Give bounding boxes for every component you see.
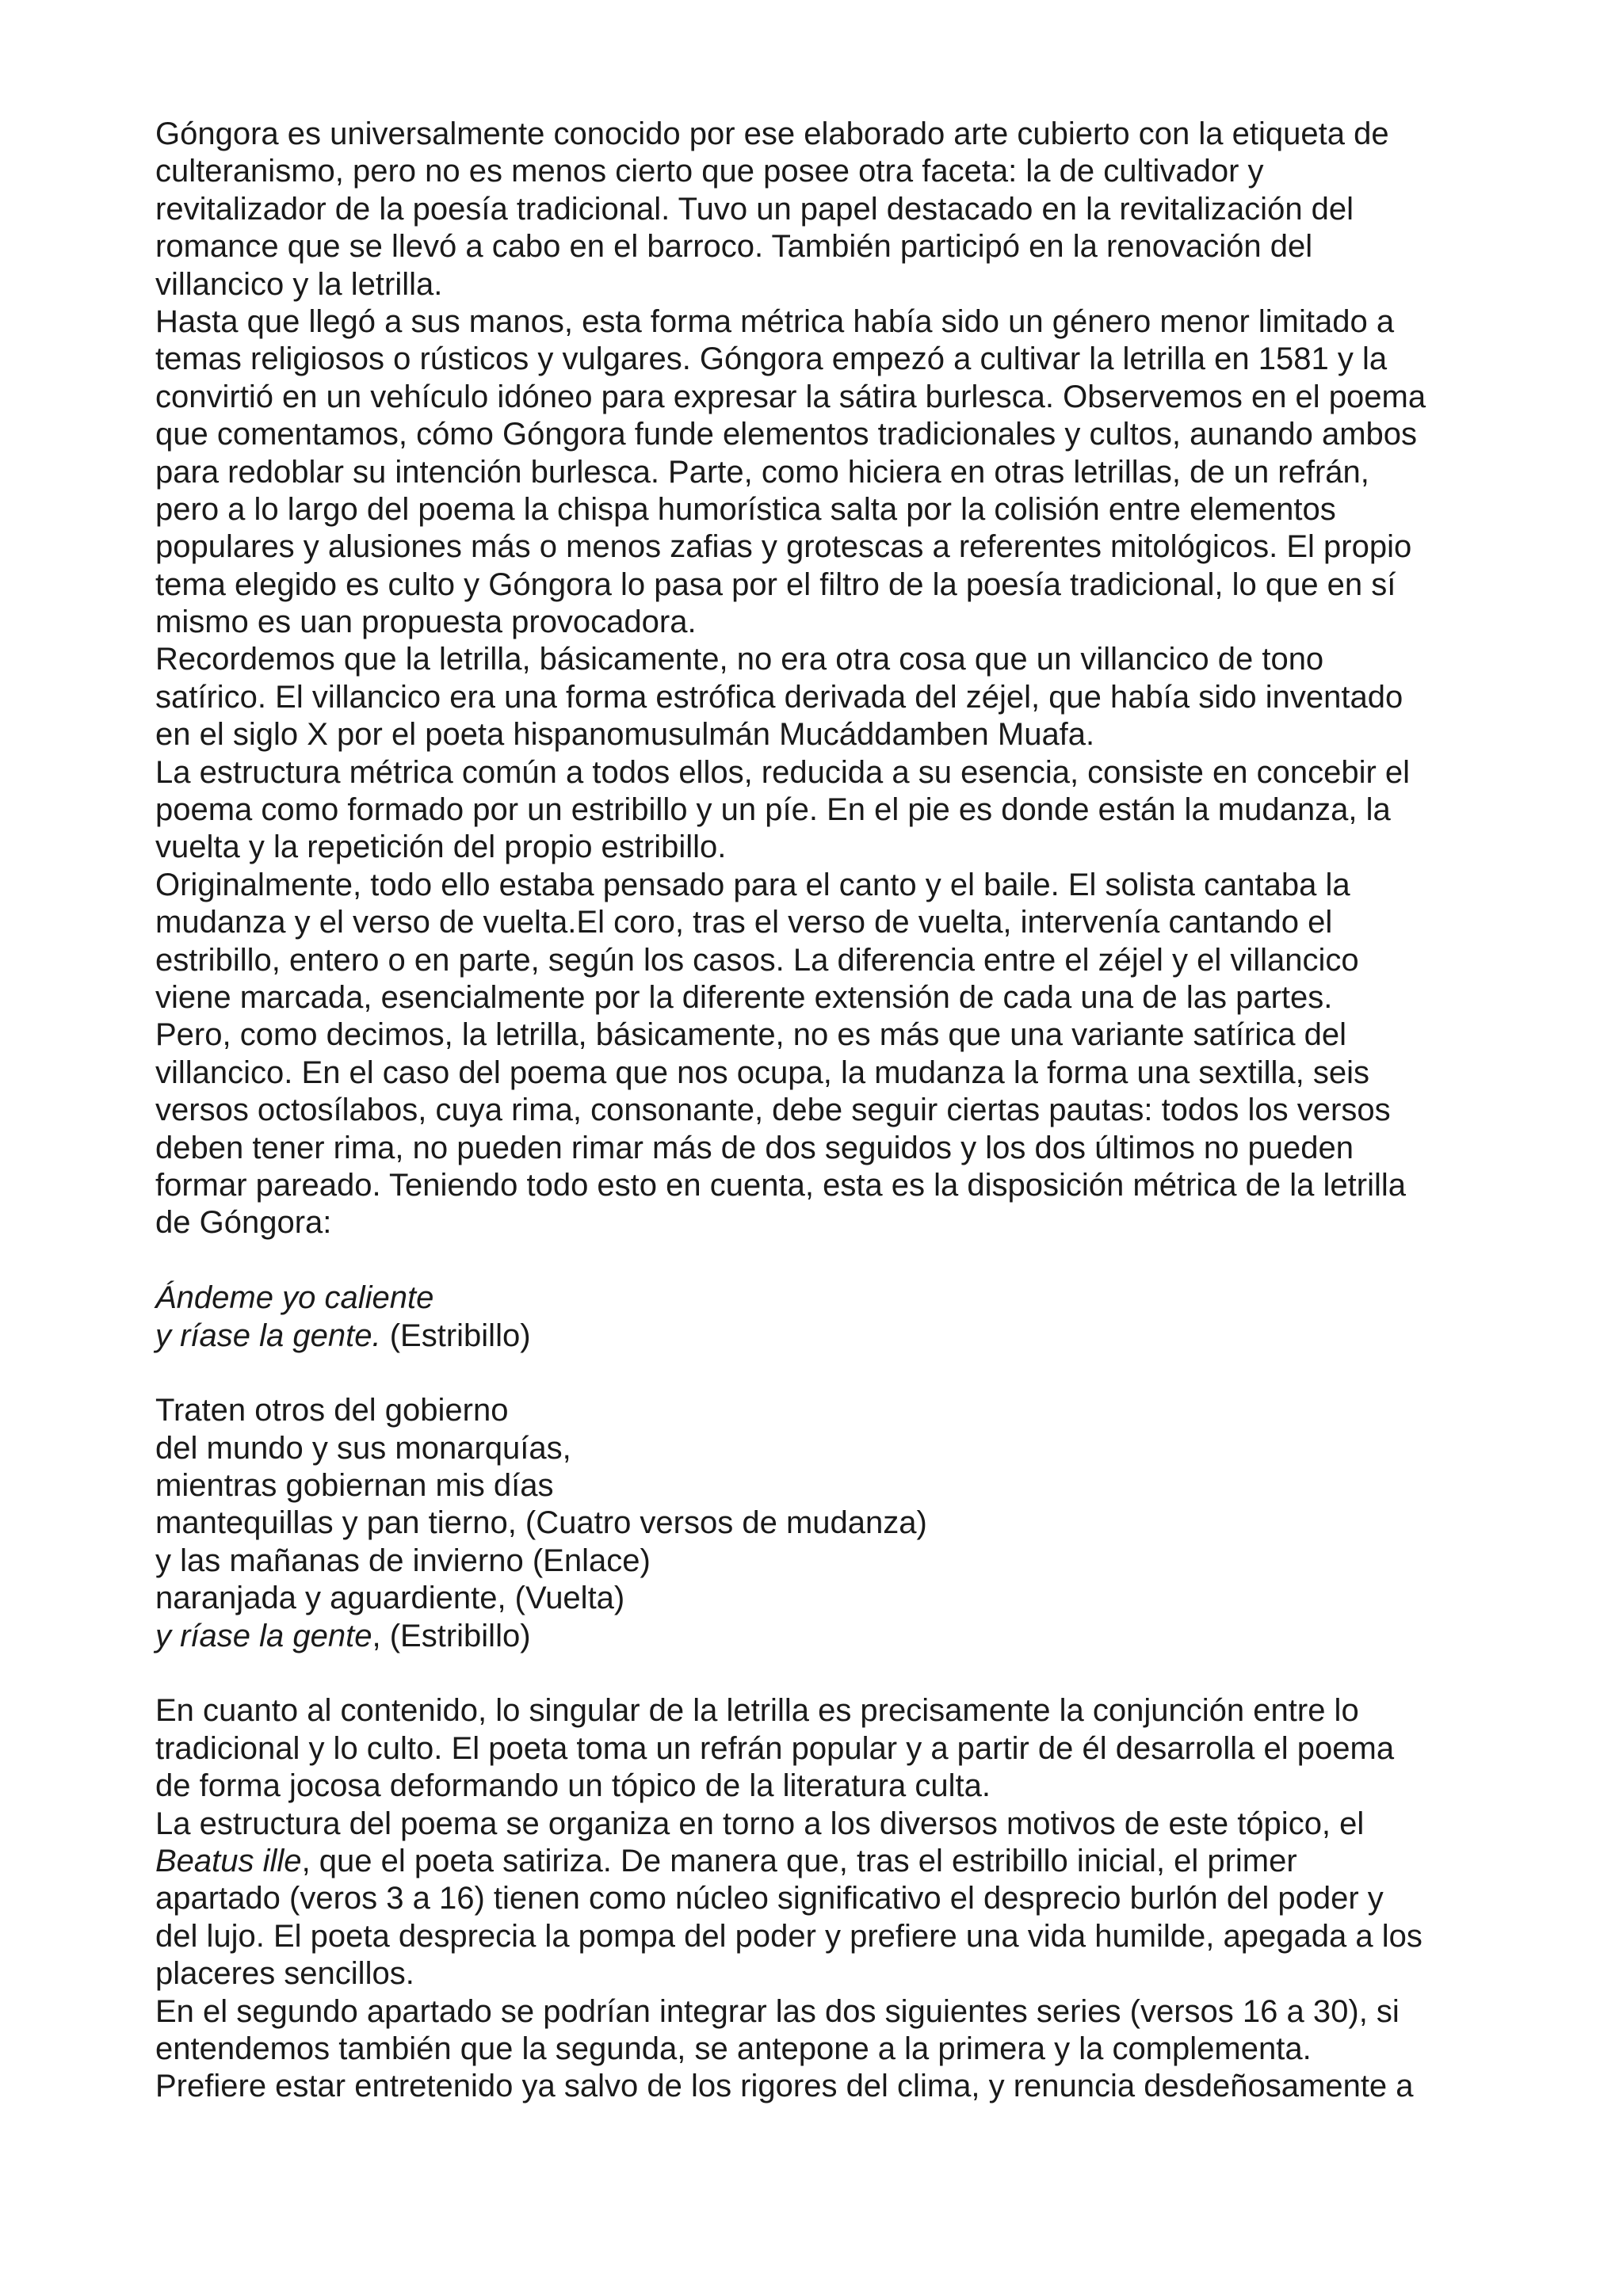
text-line-beatus [155,1843,1503,1880]
blank-line [155,1355,1503,1392]
poem-verse: Traten otros del gobierno [155,1393,509,1428]
poem-block [155,1392,1503,1655]
text-line: mudanza y el verso de vuelta.El coro, tras el verso de vuelta, intervenía cantando el [155,905,1333,940]
text-line: La estructura del poema se organiza en torno a los diversos motivos de este tópico, el [155,1806,1365,1841]
text-line: villancico y la letrilla. [155,266,443,302]
text-line: entendemos también que la segunda, se antepone a la primera y la complementa. [155,2031,1312,2066]
text-line: poema como formado por un estribillo y un píe. En el pie es donde están la mudanza, la [155,792,1391,828]
text-line: Originalmente, todo ello estaba pensado para el canto y el baile. El solista cantaba la [155,867,1350,902]
poem-verse: del mundo y sus monarquías, [155,1430,571,1466]
text-line: para redoblar su intención burlesca. Parte, como hiciera en otras letrillas, de un refrán, [155,454,1369,490]
text-line: culteranismo, pero no es menos cierto que posee otra faceta: la de cultivador y [155,154,1264,189]
text-line: de Góngora: [155,1205,332,1241]
text-line: Recordemos que la letrilla, básicamente, no era otra cosa que un villancico de tono [155,642,1324,677]
text-line: del lujo. El poeta desprecia la pompa del poder y prefiere una vida humilde, apegada a los [155,1918,1423,1954]
text-line: convirtió en un vehículo idóneo para expresar la sátira burlesca. Observemos en el poema [155,379,1426,414]
text-line: viene marcada, esencialmente por la diferente extensión de cada una de las partes. [155,979,1333,1015]
text-line: En el segundo apartado se podrían integrar las dos siguientes series (versos 16 a 30), si [155,1993,1400,2029]
text-line: revitalizador de la poesía tradicional. Tuvo un papel destacado en la revitalización del [155,191,1354,227]
poem-verse-annotated [155,1618,1503,1655]
text-line: satírico. El villancico era una forma estrófica derivada del zéjel, que había sido inventado [155,679,1403,715]
text-line: mismo es uan propuesta provocadora. [155,605,697,640]
text-line: romance que se llevó a cabo en el barroco. También participó en la renovación del [155,229,1313,265]
text-line: placeres sencillos. [155,1956,414,1992]
estribillo-verse-annotated [155,1318,1503,1355]
text-line: apartado (veros 3 a 16) tienen como núcleo significativo el desprecio burlón del poder y [155,1881,1384,1917]
blank-line [155,1655,1503,1692]
verse-text: y ríase la gente. [155,1318,381,1353]
text-line: villancico. En el caso del poema que nos ocupa, la mudanza la forma una sextilla, seis [155,1055,1369,1090]
estribillo-block [155,1280,1503,1355]
poem-verse: mantequillas y pan tierno, (Cuatro versos de mudanza) [155,1505,927,1541]
text-line: pero a lo largo del poema la chispa humorística salta por la colisión entre elementos [155,491,1336,527]
estribillo-verse: Ándeme yo caliente [155,1280,434,1316]
poem-verse: mientras gobiernan mis días [155,1468,554,1504]
verse-text: y ríase la gente [155,1618,372,1653]
text-line: temas religiosos o rústicos y vulgares. Góngora empezó a cultivar la letrilla en 1581 y la [155,341,1388,377]
text-line: populares y alusiones más o menos zafias y grotescas a referentes mitológicos. El propio [155,529,1412,565]
text-line: Góngora es universalmente conocido por ese elaborado arte cubierto con la etiqueta de [155,116,1389,151]
text-line: versos octosílabos, cuya rima, consonante, debe seguir ciertas pautas: todos los versos [155,1093,1391,1128]
verse-note: (Estribillo) [380,1318,531,1353]
text-line: Hasta que llegó a sus manos, esta forma métrica había sido un género menor limitado a [155,303,1395,339]
beatus-ille-term: Beatus ille [155,1843,302,1878]
content-paragraph [155,1692,1503,2105]
intro-paragraph [155,116,1503,1242]
verse-note: , (Estribillo) [372,1618,531,1653]
text-line: La estructura métrica común a todos ellos, reducida a su esencia, consiste en concebir el [155,754,1411,790]
text-line: Prefiere estar entretenido ya salvo de los rigores del clima, y renuncia desdeñosamente a [155,2069,1414,2104]
document-page [155,116,1503,2106]
text-line: estribillo, entero o en parte, según los casos. La diferencia entre el zéjel y el villancico [155,942,1359,978]
poem-verse: y las mañanas de invierno (Enlace) [155,1543,651,1578]
poem-verse: naranjada y aguardiente, (Vuelta) [155,1581,625,1616]
text-run: , que el poeta satiriza. De manera que, tras el estribillo inicial, el primer [301,1843,1297,1878]
text-line: Pero, como decimos, la letrilla, básicamente, no es más que una variante satírica del [155,1017,1346,1053]
text-line: deben tener rima, no pueden rimar más de dos seguidos y los dos últimos no pueden [155,1130,1354,1165]
text-line: tradicional y lo culto. El poeta toma un refrán popular y a partir de él desarrolla el poema [155,1730,1395,1766]
text-line: tema elegido es culto y Góngora lo pasa por el filtro de la poesía tradicional, lo que en sí [155,566,1396,602]
blank-line [155,1242,1503,1280]
text-line: de forma jocosa deformando un tópico de la literatura culta. [155,1768,991,1804]
text-line: formar pareado. Teniendo todo esto en cuenta, esta es la disposición métrica de la letrilla [155,1167,1406,1203]
text-line: En cuanto al contenido, lo singular de la letrilla es precisamente la conjunción entre lo [155,1693,1359,1729]
text-line: vuelta y la repetición del propio estribillo. [155,830,727,865]
text-line: en el siglo X por el poeta hispanomusulmán Mucáddamben Muafa. [155,717,1095,753]
text-line: que comentamos, cómo Góngora funde elementos tradicionales y cultos, aunando ambos [155,417,1418,452]
